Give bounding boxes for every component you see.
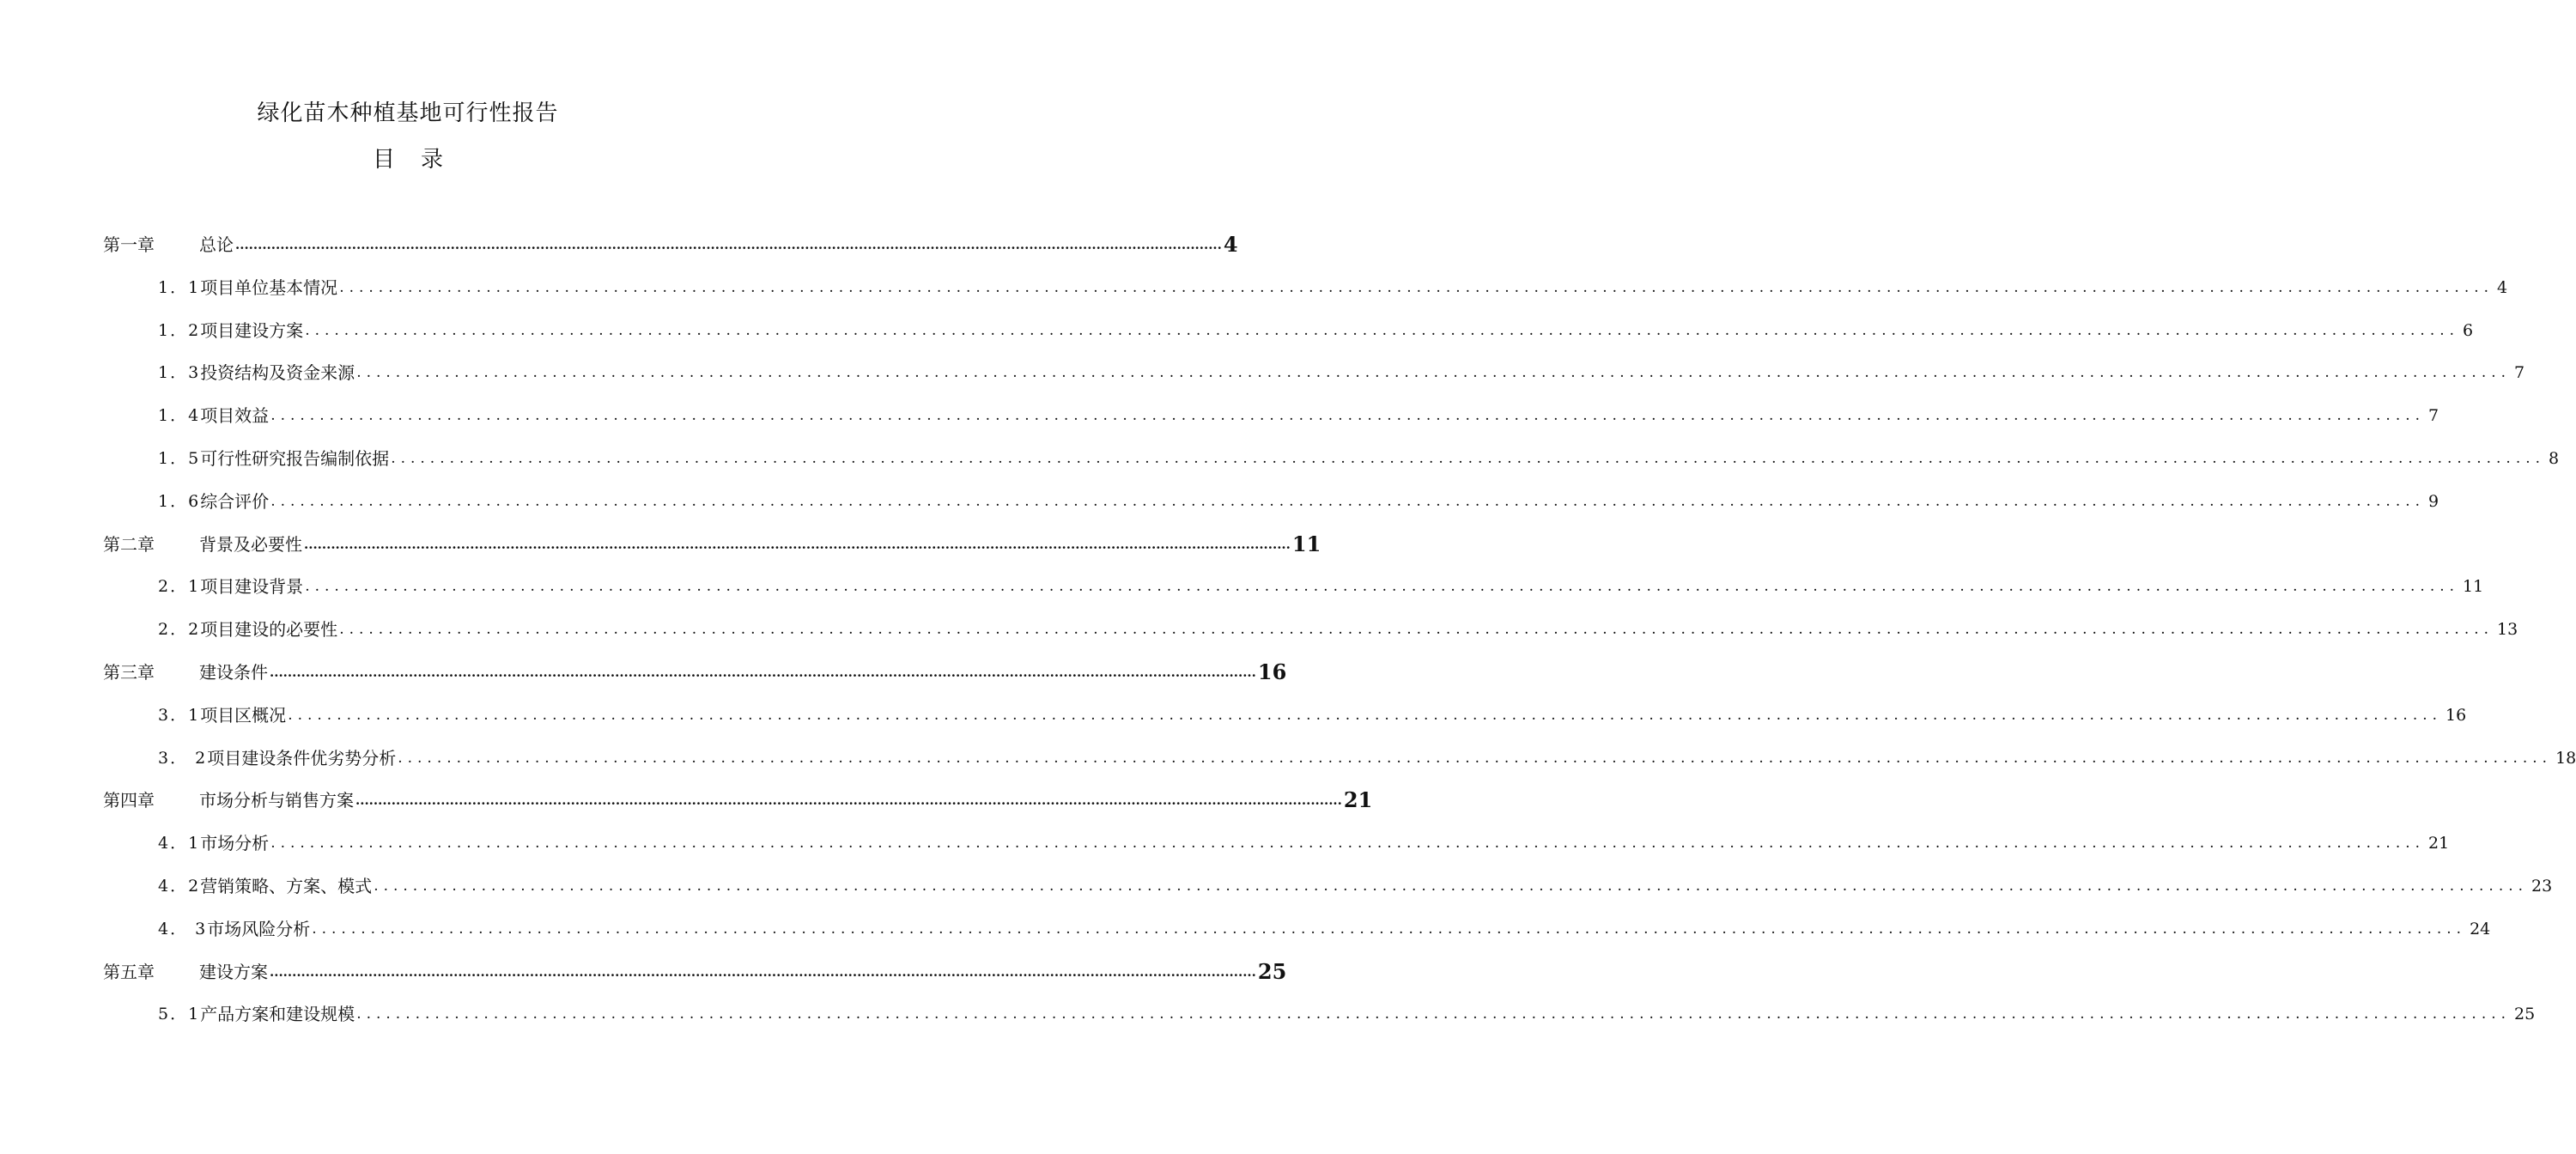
page-number: 7 [2428,406,2439,426]
dot-leader: ............................................................................................................................................................................................................................ [374,878,2529,895]
chapter-number: 第五章 [103,961,155,982]
section-title: 市场风险分析 [207,918,311,939]
toc-section-entry[interactable] [158,485,2439,514]
page-number: 21 [1343,787,1373,813]
section-number: 1．6 [158,491,201,511]
dot-leader: ............................................................................................................................................................................................................................ [339,278,2494,296]
toc-section-entry[interactable] [158,613,2518,642]
chapter-number: 第二章 [103,533,155,555]
toc-chapter-entry[interactable] [103,956,1287,985]
section-title: 项目区概况 [200,704,287,726]
toc-section-entry[interactable] [158,399,2439,428]
section-number: 2．1 [158,577,201,597]
dot-leader: ............................................................................................................................................................................................................................ [270,963,1256,980]
section-title: 营销策略、方案、模式 [200,876,373,896]
section-title: 投资结构及资金来源 [200,362,355,384]
section-number: 4．1 [158,834,201,853]
section-title: 项目效益 [200,405,270,427]
dot-leader: ............................................................................................................................................................................................................................ [312,920,2467,938]
section-title: 项目建设方案 [200,319,304,341]
toc-section-entry[interactable] [158,998,2536,1027]
section-number: 3．1 [158,705,201,725]
section-number: 1．3 [158,363,201,383]
toc-section-entry[interactable] [158,570,2484,599]
toc-section-entry[interactable] [158,742,2576,771]
dot-leader: ............................................................................................................................................................................................................................ [356,364,2512,382]
page-number: 23 [2531,877,2553,896]
dot-leader: ............................................................................................................................................................................................................................ [270,665,1256,680]
dot-leader: ............................................................................................................................................................................................................................ [305,321,2460,339]
dot-leader: ............................................................................................................................................................................................................................ [270,492,2426,510]
section-title: 市场分析 [200,833,270,854]
toc-section-entry[interactable] [158,827,2450,856]
toc-heading-char: 目 [372,147,395,173]
toc-chapter-entry[interactable] [103,228,1238,258]
toc-section-entry[interactable] [158,442,2560,471]
chapter-number: 第一章 [103,234,155,255]
chapter-title: 总论 [199,234,234,255]
dot-leader: ............................................................................................................................................................................................................................ [339,621,2494,639]
section-title: 综合评价 [200,490,270,512]
dot-leader: ............................................................................................................................................................................................................................ [398,749,2553,767]
section-number: 3． 2 [158,748,208,768]
page-number: 4 [2497,277,2508,297]
page-number: 16 [2445,705,2467,725]
toc-chapter-entry[interactable] [103,528,1321,557]
chapter-number: 第四章 [103,790,155,811]
section-title: 项目单位基本情况 [200,276,338,298]
page-number: 9 [2428,491,2439,511]
section-number: 2．2 [158,620,201,640]
page-number: 6 [2463,320,2474,340]
chapter-title: 背景及必要性 [199,533,302,555]
section-number: 1．1 [158,277,201,297]
dot-leader: ............................................................................................................................................................................................................................ [235,237,1222,252]
toc-chapter-entry[interactable] [103,656,1287,685]
chapter-title: 建设条件 [199,662,268,683]
toc-section-entry[interactable] [158,913,2491,942]
dot-leader: ............................................................................................................................................................................................................................ [304,536,1291,552]
section-title: 项目建设的必要性 [200,619,338,641]
page-number: 13 [2497,620,2518,640]
table-of-contents [103,0,2576,1154]
page-number: 21 [2428,834,2450,853]
section-number: 5．1 [158,1005,201,1024]
page-number: 16 [1257,659,1287,684]
document-title: 绿化苗木种植基地可行性报告 [257,100,559,126]
section-title: 项目建设背景 [200,576,304,598]
page-number: 4 [1223,232,1238,257]
chapter-number: 第三章 [103,662,155,683]
section-number: 4． 3 [158,919,208,938]
toc-section-entry[interactable] [158,356,2525,386]
chapter-title: 建设方案 [199,961,268,982]
section-number: 1．4 [158,406,201,426]
toc-chapter-entry[interactable] [103,784,1373,813]
dot-leader: ............................................................................................................................................................................................................................ [270,835,2426,853]
section-number: 1．2 [158,320,201,340]
dot-leader: ............................................................................................................................................................................................................................ [356,1005,2512,1023]
dot-leader: ............................................................................................................................................................................................................................ [305,578,2460,596]
page-number: 8 [2549,449,2560,468]
page-number: 25 [2514,1005,2536,1024]
toc-section-entry[interactable] [158,699,2467,728]
page-number: 25 [1257,958,1287,984]
dot-leader: ............................................................................................................................................................................................................................ [355,793,1342,809]
dot-leader: ............................................................................................................................................................................................................................ [270,407,2426,425]
page-number: 7 [2514,363,2525,383]
dot-leader: ............................................................................................................................................................................................................................ [288,706,2443,724]
page-number: 24 [2470,919,2491,938]
toc-section-entry[interactable] [158,870,2553,899]
section-number: 4．2 [158,877,201,896]
section-title: 产品方案和建设规模 [200,1004,355,1025]
section-number: 1．5 [158,449,201,468]
toc-section-entry[interactable] [158,314,2474,343]
page-number: 11 [2463,577,2484,597]
section-title: 项目建设条件优劣势分析 [207,747,397,768]
chapter-title: 市场分析与销售方案 [199,790,354,811]
section-title: 可行性研究报告编制依据 [200,448,390,469]
page-number: 11 [1291,531,1321,556]
toc-section-entry[interactable] [158,271,2508,301]
page-number: 18 [2555,748,2576,768]
dot-leader: ............................................................................................................................................................................................................................ [391,450,2546,467]
toc-heading-char: 录 [421,147,444,173]
